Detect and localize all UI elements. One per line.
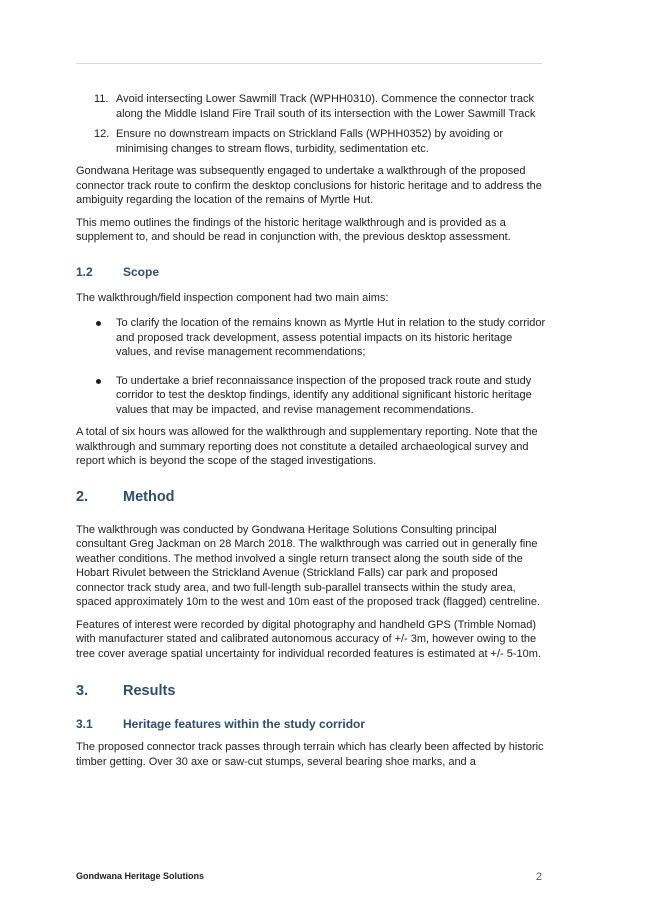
list-item bbox=[76, 127, 546, 156]
section-number: 3. bbox=[76, 683, 89, 699]
page-body bbox=[76, 92, 546, 769]
method-paragraph: The walkthrough was conducted by Gondwana Heritage Solutions Consulting principal consultant Greg Jackman on 28 March 2018. The walkthrough was carried out in generally fine weather conditions. The method involved a single return transect along the south side of the Hobart Rivulet between the Strickland Avenue (Strickland Falls) car park and proposed connector track study area, and two full-length sub-parallel transects within the study area, spaced approximately 10m to the west and 10m east of the proposed track (flagged) centreline. bbox=[76, 523, 541, 608]
section-title: Results bbox=[123, 683, 176, 699]
numbered-list bbox=[76, 92, 546, 156]
scope-bullets bbox=[76, 316, 546, 417]
results-paragraph: The proposed connector track passes through terrain which has clearly been affected by historic timber getting. Over 30 axe or saw-cut stumps, several bearing shoe marks, and a bbox=[76, 741, 544, 768]
footer-org: Gondwana Heritage Solutions bbox=[76, 871, 205, 881]
page-footer bbox=[76, 871, 542, 883]
section-heading-method bbox=[76, 489, 546, 505]
scope-lead: The walkthrough/field inspection component had two main aims: bbox=[76, 291, 389, 304]
bullet-text: To undertake a brief reconnaissance inspection of the proposed track route and study corridor to test the desktop findings, identify any additional significant historic heritage values that may be impacted, and revise management recommendations. bbox=[116, 374, 532, 416]
bullet-icon bbox=[96, 321, 101, 326]
list-text: Ensure no downstream impacts on Strickland Falls (WPHH0352) by avoiding or minimising changes to stream flows, turbidity, sedimentation etc. bbox=[116, 128, 503, 155]
section-heading-results bbox=[76, 683, 546, 699]
header-rule bbox=[76, 63, 542, 64]
intro-paragraph: Gondwana Heritage was subsequently engaged to undertake a walkthrough of the proposed connector track route to confirm the desktop conclusions for historic heritage and to address the ambiguity regarding the location of the remains of Myrtle Hut. bbox=[76, 165, 542, 206]
section-title: Method bbox=[123, 488, 175, 505]
scope-closing: A total of six hours was allowed for the walkthrough and supplementary reporting. Note that the walkthrough and summary reporting does not constitute a detailed archaeological survey and report which is beyond the scope of the staged investigations. bbox=[76, 426, 538, 467]
bullet-text: To clarify the location of the remains known as Myrtle Hut in relation to the study corridor and proposed track development, assess potential impacts on its historic heritage values, and revise management recommendations; bbox=[116, 317, 546, 358]
section-number: 1.2 bbox=[76, 264, 93, 279]
intro-paragraph: This memo outlines the findings of the historic heritage walkthrough and is provided as a supplement to, and should be read in conjunction with, the previous desktop assessment. bbox=[76, 216, 511, 243]
list-number: 11. bbox=[94, 93, 109, 105]
section-heading-scope bbox=[76, 265, 546, 279]
section-title: Scope bbox=[123, 264, 160, 279]
bullet-icon bbox=[96, 379, 101, 384]
list-number: 12. bbox=[94, 128, 110, 140]
subsection-heading bbox=[76, 717, 546, 731]
bullet-item bbox=[76, 374, 546, 418]
list-item bbox=[76, 92, 546, 121]
bullet-item bbox=[76, 316, 546, 360]
method-paragraph: Features of interest were recorded by digital photography and handheld GPS (Trimble Nomad) with manufacturer stated and calibrated autonomous accuracy of +/- 3m, however owing to the tree cover average spatial uncertainty for individual recorded features is estimated at +/- 5-10m. bbox=[76, 618, 541, 660]
section-number: 2. bbox=[76, 488, 89, 505]
list-text: Avoid intersecting Lower Sawmill Track (WPHH0310). Commence the connector track along the Middle Island Fire Trail south of its intersection with the Lower Sawmill Track bbox=[116, 93, 536, 120]
section-title: Heritage features within the study corridor bbox=[123, 717, 366, 731]
section-number: 3.1 bbox=[76, 717, 93, 731]
page-number: 2 bbox=[535, 871, 542, 883]
